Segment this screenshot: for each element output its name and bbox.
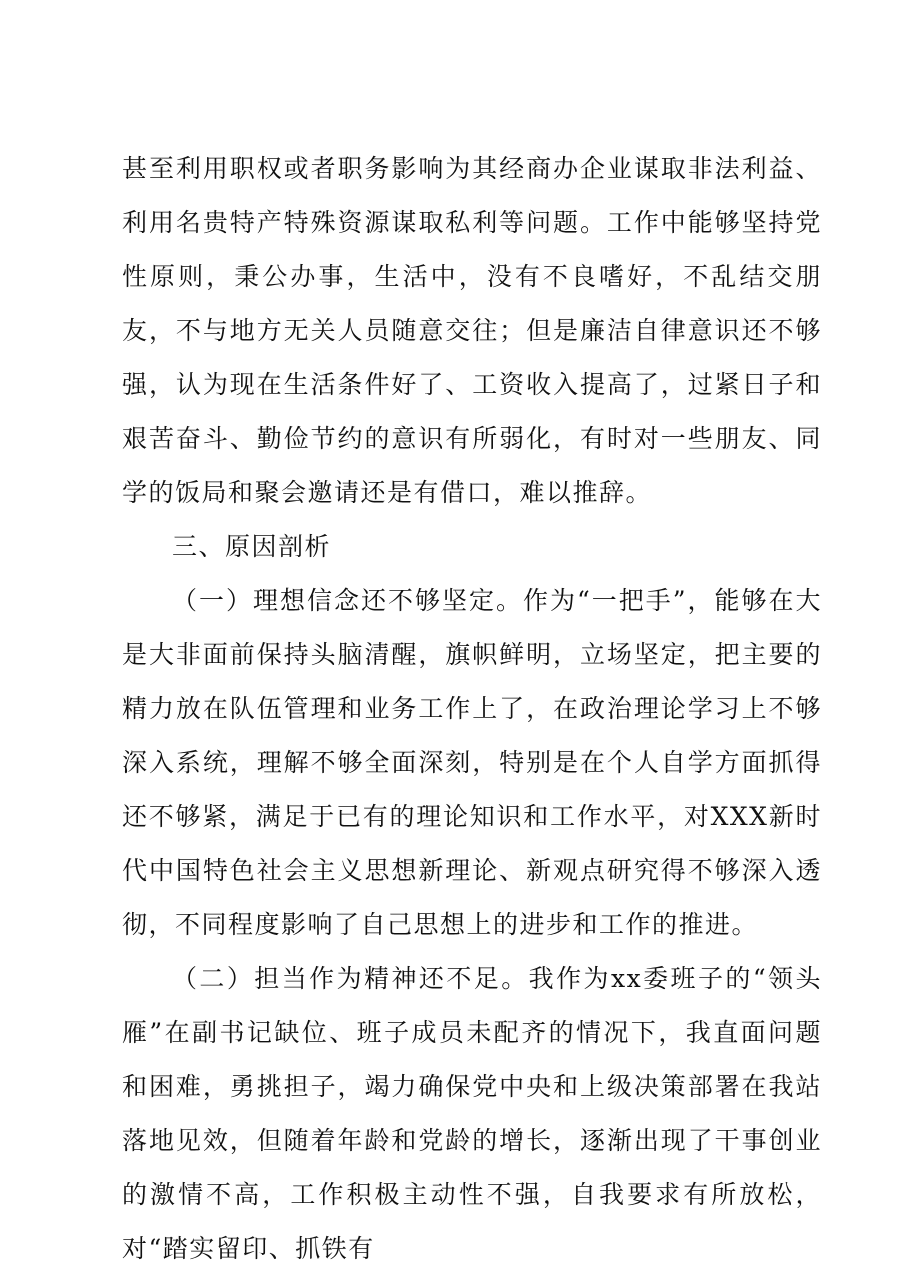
document-body <box>122 142 822 1276</box>
paragraph-ideals-beliefs: （一）理想信念还不够坚定。作为“一把手”，能够在大是大非面前保持头脑清醒，旗帜鲜明，立场坚定，把主要的精力放在队伍管理和业务工作上了，在政治理论学习上不够深入系统，理解不够全面深刻，特别是在个人自学方面抓得还不够紧，满足于已有的理论知识和工作水平，对XXX新时代中国特色社会主义思想新理论、新观点研究得不够深入透彻，不同程度影响了自己思想上的进步和工作的推进。 <box>122 586 822 939</box>
paragraph-responsibility: （二）担当作为精神还不足。我作为xx委班子的“领头雁”在副书记缺位、班子成员未配齐的情况下，我直面问题和困难，勇挑担子，竭力确保党中央和上级决策部署在我站落地见效，但随着年龄和党龄的增长，逐渐出现了干事创业的激情不高，工作积极主动性不强，自我要求有所放松，对“踏实留印、抓铁有 <box>122 964 822 1263</box>
paragraph-continuation: 甚至利用职权或者职务影响为其经商办企业谋取非法利益、利用名贵特产特殊资源谋取私利等问题。工作中能够坚持党性原则，秉公办事，生活中，没有不良嗜好，不乱结交朋友，不与地方无关人员随意交往；但是廉洁自律意识还不够强，认为现在生活条件好了、工资收入提高了，过紧日子和艰苦奋斗、勤俭节约的意识有所弱化，有时对一些朋友、同学的饭局和聚会邀请还是有借口，难以推辞。 <box>122 154 822 507</box>
section-heading-cause-analysis: 三、原因剖析 <box>172 532 332 561</box>
